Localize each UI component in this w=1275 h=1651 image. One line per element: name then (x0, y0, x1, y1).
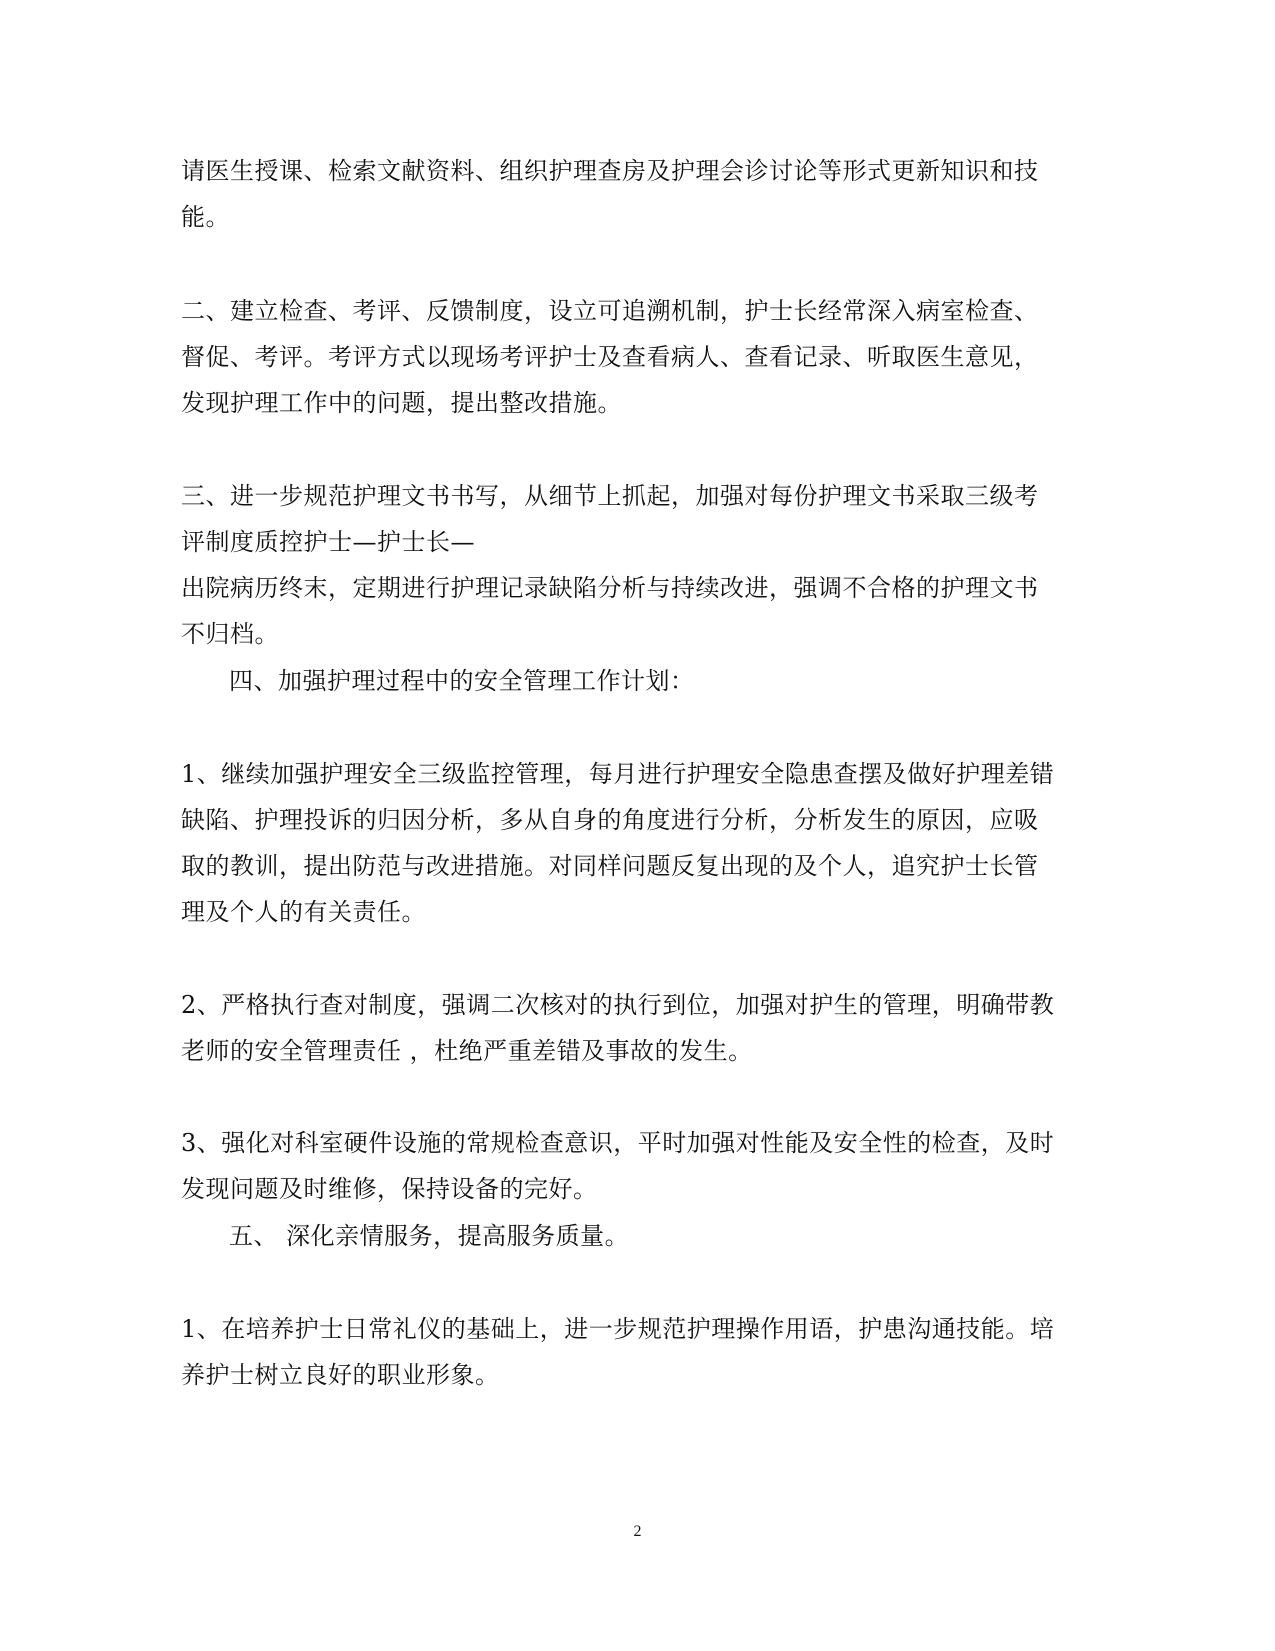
text-line: 发现护理工作中的问题，提出整改措施。 (181, 389, 622, 417)
page-number: 2 (633, 1523, 642, 1540)
text-line: 请医生授课、检索文献资料、组织护理查房及护理会诊讨论等形式更新知识和技 (181, 157, 1039, 185)
text-line: 评制度质控护士—护士长— (181, 528, 475, 556)
text-line: 发现问题及时维修，保持设备的完好。 (181, 1175, 598, 1203)
text-line: 1、在培养护士日常礼仪的基础上，进一步规范护理操作用语，护患沟通技能。培 (181, 1315, 1055, 1343)
text-line: 缺陷、护理投诉的归因分析，多从自身的角度进行分析，分析发生的原因，应吸 (181, 806, 1039, 834)
text-line: 2、严格执行查对制度，强调二次核对的执行到位，加强对护生的管理，明确带教 (181, 991, 1055, 1019)
text-line: 二、建立检查、考评、反馈制度，设立可追溯机制，护士长经常深入病室检查、 (181, 297, 1039, 325)
text-line: 三、进一步规范护理文书书写，从细节上抓起，加强对每份护理文书采取三级考 (181, 482, 1039, 510)
text-line: 理及个人的有关责任。 (181, 898, 426, 926)
text-line: 1、继续加强护理安全三级监控管理，每月进行护理安全隐患查摆及做好护理差错 (181, 760, 1055, 788)
text-line: 取的教训，提出防范与改进措施。对同样问题反复出现的及个人，追究护士长管 (181, 852, 1039, 880)
text-line: 3、强化对科室硬件设施的常规检查意识，平时加强对性能及安全性的检查，及时 (181, 1129, 1055, 1157)
text-line: 老师的安全管理责任 ，杜绝严重差错及事故的发生。 (181, 1037, 753, 1065)
text-line: 出院病历终末，定期进行护理记录缺陷分析与持续改进，强调不合格的护理文书 (181, 574, 1039, 602)
text-line: 不归档。 (181, 620, 279, 648)
text-line: 养护士树立良好的职业形象。 (181, 1361, 500, 1389)
section-heading: 四、加强护理过程中的安全管理工作计划： (229, 667, 695, 695)
text-line: 能。 (181, 203, 230, 231)
text-line: 督促、考评。考评方式以现场考评护士及查看病人、查看记录、听取医生意见， (181, 343, 1039, 371)
section-heading: 五、 深化亲情服务，提高服务质量。 (229, 1222, 630, 1250)
